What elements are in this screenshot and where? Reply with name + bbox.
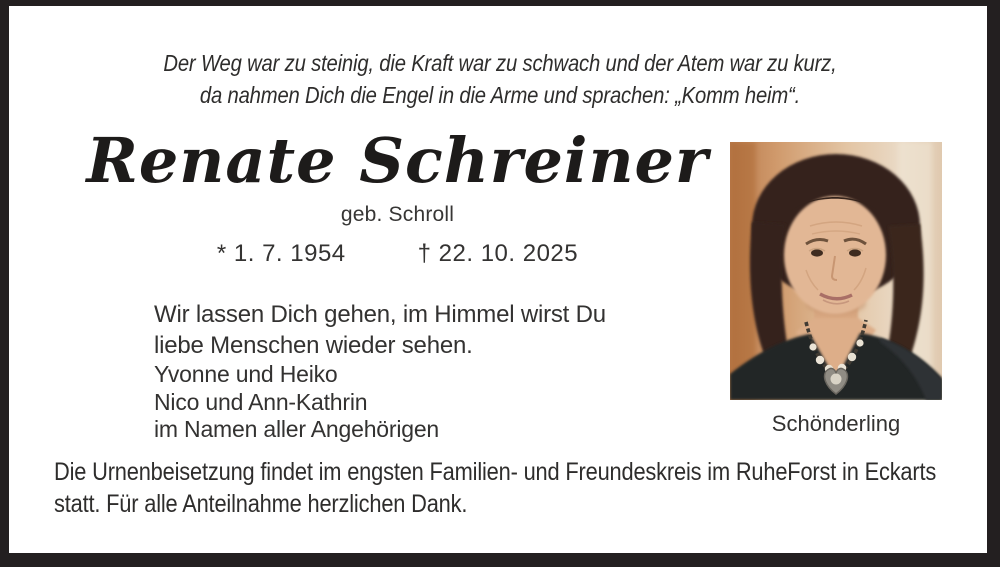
photo-caption: Schönderling xyxy=(771,411,901,436)
farewell-line-2: liebe Menschen wieder sehen. xyxy=(154,332,473,359)
verse-line-2: da nahmen Dich die Engel in die Arme und sprachen: „Komm heim“. xyxy=(199,82,801,108)
death-date: † 22. 10. 2025 xyxy=(417,240,579,267)
mourners-line-2: Nico und Ann-Kathrin xyxy=(154,388,368,415)
mourners-line-1: Yvonne und Heiko xyxy=(154,361,338,387)
deceased-name: Renate Schreiner xyxy=(86,124,709,197)
burial-notice xyxy=(54,456,979,520)
mourners-line-3: im Namen aller Angehörigen xyxy=(154,416,440,442)
portrait-illustration xyxy=(730,142,942,400)
notice-line-1: Die Urnenbeisetzung findet im engsten Familien- und Freundeskreis im RuheForst in Eckarts xyxy=(54,458,937,486)
verse-line-1: Der Weg war zu steinig, die Kraft war zu schwach und der Atem war zu kurz, xyxy=(163,50,837,76)
farewell-text xyxy=(154,299,634,361)
notice-line-2: statt. Für alle Anteilnahme herzlichen Dank. xyxy=(54,490,468,518)
portrait-photo xyxy=(730,142,942,400)
opening-verse xyxy=(60,47,940,111)
maiden-name: geb. Schroll xyxy=(340,203,455,226)
life-dates xyxy=(55,240,740,268)
farewell-line-1: Wir lassen Dich gehen, im Himmel wirst Du xyxy=(154,301,606,328)
birth-date: * 1. 7. 1954 xyxy=(216,240,346,267)
mourners-list xyxy=(154,361,574,444)
